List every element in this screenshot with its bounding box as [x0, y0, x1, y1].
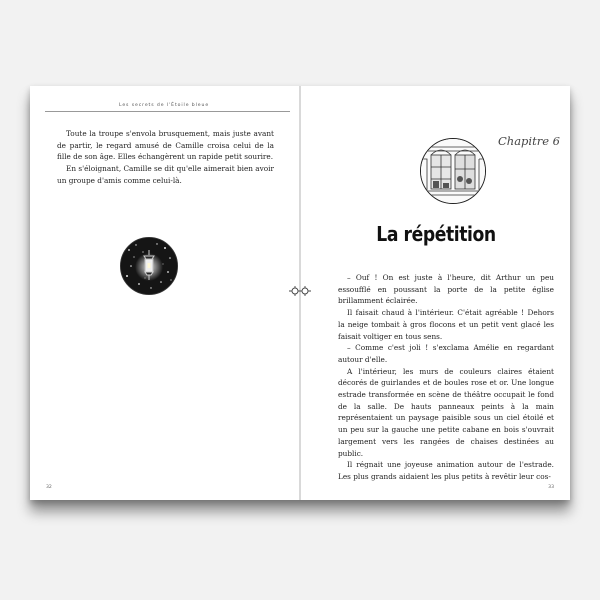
paragraph: A l'intérieur, les murs de couleurs claires étaient décorés de guirlandes et de boules rose et or. Une longue estrade transformée en scène de théâtre occupait le fond de la salle. De hauts panneaux peints à la main représentaient un paysage paisible sous un ciel étoilé et un peu sur la gauche une petite cabane en bois s'ouvrait largement vers les rangées de chaises destinées au public. — [338, 366, 554, 458]
paragraph: Toute la troupe s'envola brusquement, mais juste avant de partir, le regard amusé de Camille croisa celui de la fille de son âge. Elles échangèrent un rapide petit sourire. — [57, 129, 274, 162]
right-page-text — [338, 272, 554, 483]
page-number-right: 33 — [548, 485, 554, 490]
paragraph: – Comme c'est joli ! s'exclama Amélie en regardant autour d'elle. — [338, 343, 554, 364]
chapter-number: Chapitre 6 — [498, 134, 560, 148]
paragraph: Il faisait chaud à l'intérieur. C'était agréable ! Dehors la neige tombait à gros flocons et un petit vent glacé les faisait voltiger en tous sens. — [338, 308, 554, 341]
paragraph: Il régnait une joyeuse animation autour de l'estrade. Les plus grands aidaient les plus petits à revêtir leur cos- — [338, 460, 554, 481]
binder-clip-icon — [288, 284, 312, 296]
shop-window-illustration — [420, 138, 486, 204]
left-page — [30, 86, 298, 500]
snowy-lantern-illustration — [120, 237, 178, 295]
paragraph: – Ouf ! On est juste à l'heure, dit Arthur un peu essoufflé en poussant la porte de la petite église brillamment éclairée. — [338, 273, 554, 306]
right-page — [302, 86, 570, 500]
running-head: Les secrets de l'Étoile bleue — [118, 103, 210, 108]
paragraph: En s'éloignant, Camille se dit qu'elle aimerait bien avoir un groupe d'amis comme celui-là. — [57, 164, 274, 185]
open-book-spread — [30, 86, 570, 500]
chapter-title: La répétition — [376, 222, 496, 246]
left-page-text — [57, 128, 274, 187]
running-head-rule — [45, 111, 290, 112]
page-number-left: 32 — [46, 485, 52, 490]
